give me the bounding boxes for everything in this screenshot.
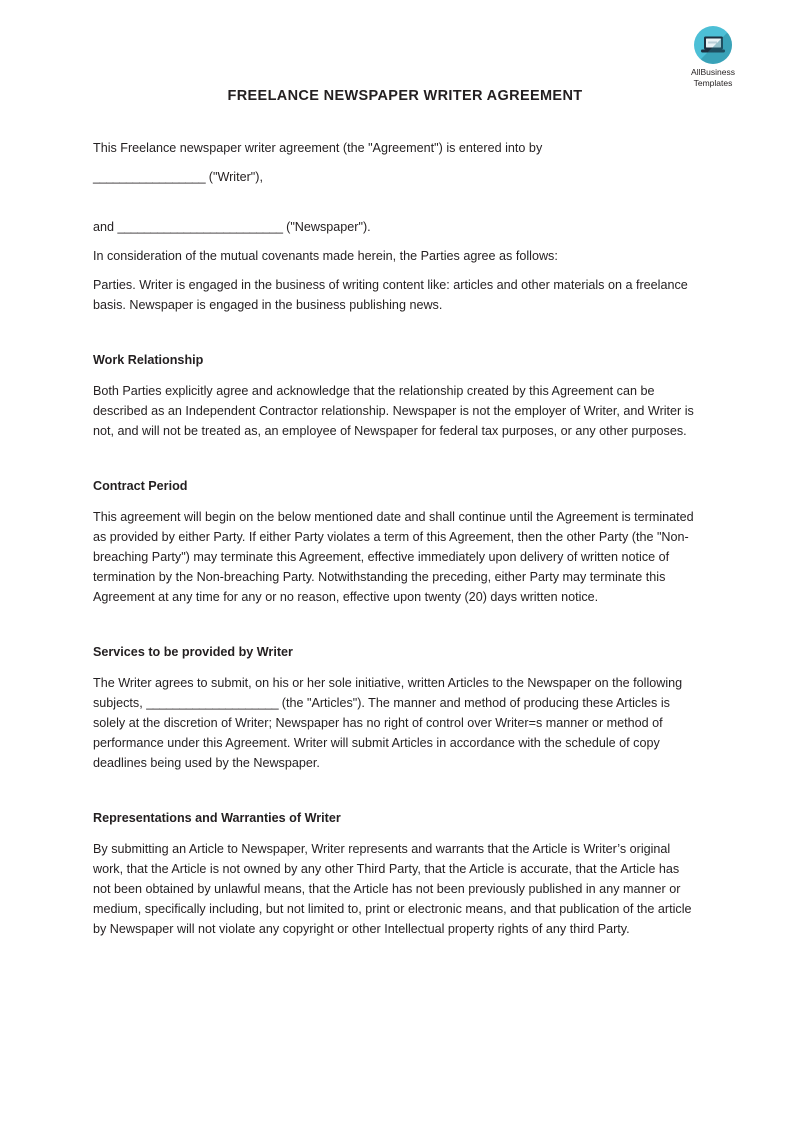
writer-signature-line — [93, 167, 699, 187]
section-body-representations: By submitting an Article to Newspaper, Writer represents and warrants that the Article is Writer’s original work, that the Article is not owned by any other Third Party, that the Article is accurate, that the Article has not been obtained by unlawful means, that the Article has not been previously published in any manner or medium, specifically including, but not limited to, print or electronic means, and that publication of the article by Newspaper will not violate any copyright or other Intellectual property rights of any third Party. — [93, 842, 692, 936]
brand-name-line1: AllBusiness — [691, 67, 735, 77]
writer-blank-field[interactable]: _________________ — [93, 170, 206, 184]
and-word: and — [93, 220, 118, 234]
page-title: FREELANCE NEWSPAPER WRITER AGREEMENT — [227, 88, 583, 104]
section-body-work-relationship: Both Parties explicitly agree and acknowledge that the relationship created by this Agreement can be described as an Independent Contractor relationship. Newspaper is not the employer of Writer, and Writer is not, and will not be treated as, an employee of Newspaper for federal tax purposes, or any other purposes. — [93, 384, 694, 438]
section-heading-services: Services to be provided by Writer — [93, 645, 293, 659]
services-text-part-1: The Writer agrees to submit, on his or her sole initiative, written Articles to the Newspaper on the following subjects, — [93, 676, 683, 710]
brand-logo — [661, 26, 765, 88]
newspaper-signature-line — [93, 217, 699, 237]
brand-name-line2: Templates — [693, 77, 733, 88]
section-heading-work-relationship: Work Relationship — [93, 353, 204, 367]
services-text-part-2: (the "Articles"). The manner and method of producing these Articles is solely at the discretion of Writer; Newspaper has no right of control over Writer=s manner or method of performance under this Agreement. Writer will submit Articles in accordance with the schedule of copy deadlines being used by the Newspaper. — [93, 696, 670, 770]
intro-line: This Freelance newspaper writer agreement (the "Agreement") is entered into by — [93, 141, 543, 155]
writer-label: ("Writer"), — [205, 170, 263, 184]
parties-paragraph: Parties. Writer is engaged in the business of writing content like: articles and other materials on a freelance basis. Newspaper is engaged in the business publishing news. — [93, 278, 688, 312]
newspaper-blank-field[interactable]: _________________________ — [117, 220, 283, 234]
document-body — [93, 88, 699, 950]
section-heading-representations: Representations and Warranties of Writer — [93, 811, 341, 825]
newspaper-label: ("Newspaper"). — [282, 220, 371, 234]
logo-shadow-overlay — [694, 26, 732, 64]
section-body-contract-period: This agreement will begin on the below mentioned date and shall continue until the Agreement is terminated as provided by either Party. If either Party violates a term of this Agreement, then the other Party (the "Non-breaching Party") may terminate this Agreement, effective immediately upon delivery of written notice of termination by the Non-breaching Party. Notwithstanding the preceding, either Party may terminate this Agreement at any time for any or no reason, effective upon twenty (20) days written notice. — [93, 510, 694, 604]
laptop-icon — [694, 26, 732, 64]
section-heading-contract-period: Contract Period — [93, 479, 188, 493]
consideration-line: In consideration of the mutual covenants made herein, the Parties agree as follows: — [93, 249, 558, 263]
brand-name — [661, 67, 765, 88]
section-body-services — [93, 673, 699, 773]
services-subjects-blank-field[interactable]: ____________________ — [146, 696, 279, 710]
